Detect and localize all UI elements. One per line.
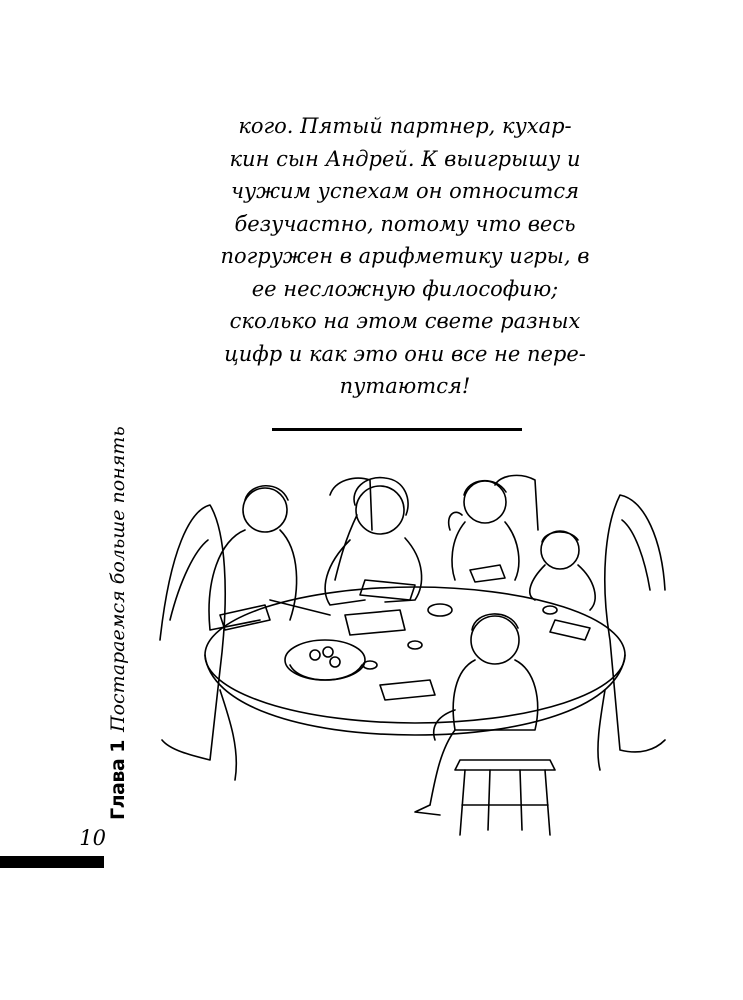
page-number: 10 bbox=[79, 826, 106, 850]
text-line: сколько на этом свете разных bbox=[229, 309, 581, 333]
body-text bbox=[185, 110, 625, 403]
text-line: безучастно, потому что весь bbox=[234, 211, 576, 236]
section-rule bbox=[272, 428, 522, 431]
text-line: чужим успехам он относится bbox=[230, 179, 580, 203]
text-line: кого. Пятый партнер, кухар- bbox=[238, 114, 572, 138]
text-line: ее несложную философию; bbox=[251, 276, 559, 301]
chapter-label: Глава 1 bbox=[107, 739, 129, 820]
running-head bbox=[80, 426, 129, 820]
page-number-bar bbox=[0, 856, 104, 868]
children-playing-lotto-illustration bbox=[150, 470, 670, 840]
text-line: цифр и как это они все не пере- bbox=[224, 341, 586, 366]
text-line: путаются! bbox=[339, 374, 471, 398]
text-line: кин сын Андрей. К выигрышу и bbox=[229, 146, 581, 171]
text-line: погружен в арифметику игры, в bbox=[220, 244, 590, 268]
chapter-title: Постараемся больше понять bbox=[107, 426, 129, 732]
